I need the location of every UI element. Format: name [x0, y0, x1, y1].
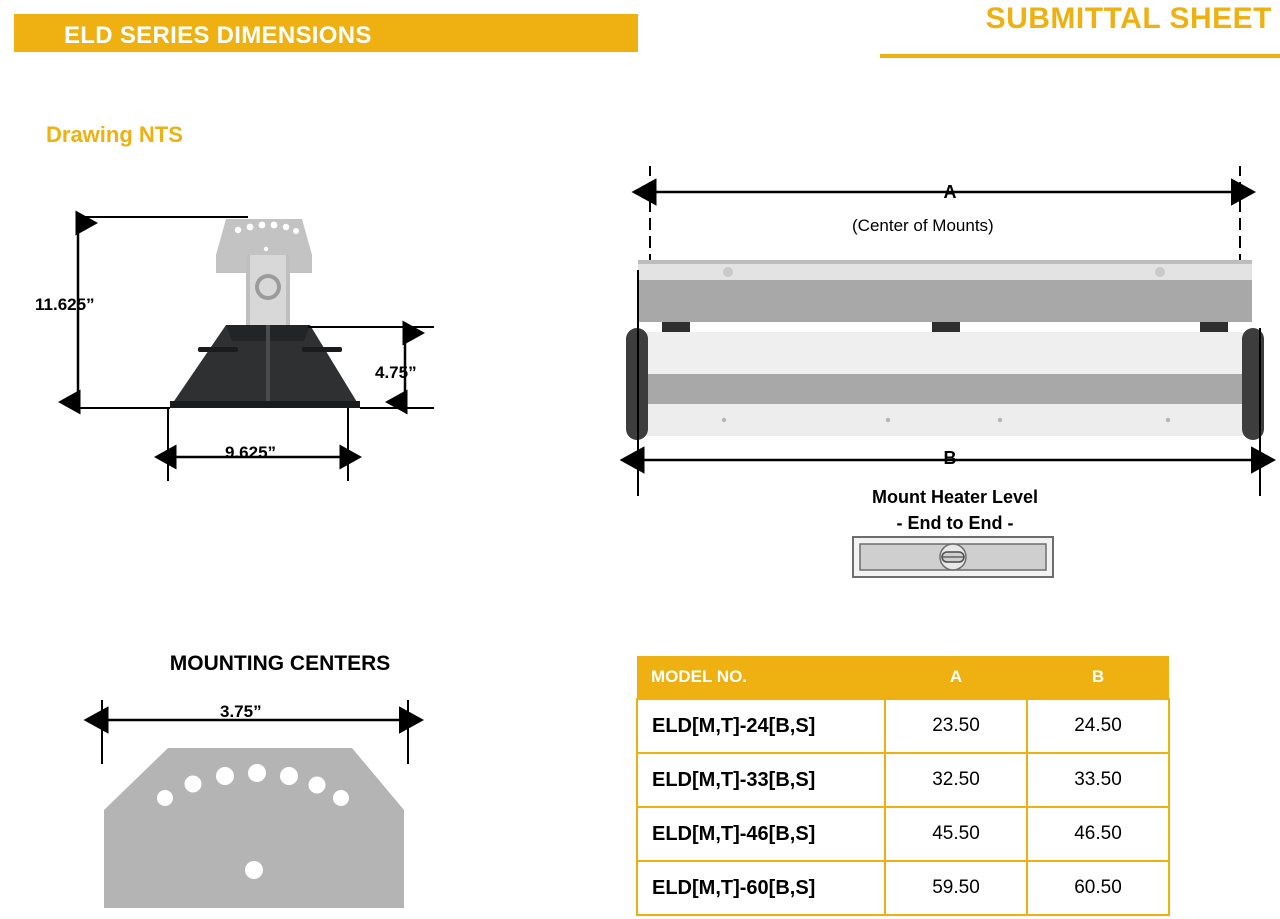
page-header	[0, 2, 1280, 52]
dimension-a-label: A	[943, 182, 957, 202]
cell-model: ELD[M,T]-24[B,S]	[637, 699, 885, 753]
cell-a: 23.50	[885, 699, 1027, 753]
table-header-row	[637, 656, 1169, 699]
cell-a: 59.50	[885, 861, 1027, 915]
table-row	[637, 861, 1169, 915]
mount-level-line2: - End to End -	[896, 513, 1014, 534]
column-header-b: B	[1027, 656, 1169, 699]
cell-model: ELD[M,T]-33[B,S]	[637, 753, 885, 807]
side-base-width-dimension: 9.625”	[225, 443, 277, 462]
mount-level-line1: Mount Heater Level	[871, 487, 1039, 507]
cell-model: ELD[M,T]-60[B,S]	[637, 861, 885, 915]
level-tool-icon	[852, 536, 1054, 578]
dimension-b-label: B	[943, 448, 957, 468]
cell-a: 32.50	[885, 753, 1027, 807]
mounting-centers-drawing	[60, 688, 460, 913]
side-height-dimension: 11.625”	[35, 295, 95, 314]
drawing-nts-label: Drawing NTS	[46, 122, 183, 147]
model-dimensions-table	[636, 656, 1170, 916]
submittal-sheet-title: SUBMITTAL SHEET	[985, 2, 1272, 35]
mounting-width-dimension: 3.75”	[220, 702, 262, 721]
table-row	[637, 753, 1169, 807]
cell-b: 33.50	[1027, 753, 1169, 807]
side-view-drawing	[30, 195, 490, 505]
side-base-height-dimension: 4.75”	[375, 363, 417, 382]
mounting-centers-title: MOUNTING CENTERS	[169, 652, 391, 675]
cell-model: ELD[M,T]-46[B,S]	[637, 807, 885, 861]
header-accent-rule	[880, 54, 1280, 58]
column-header-model: MODEL NO.	[637, 656, 885, 699]
dimension-a-sublabel: (Center of Mounts)	[852, 216, 994, 235]
cell-b: 60.50	[1027, 861, 1169, 915]
cell-b: 46.50	[1027, 807, 1169, 861]
table-row	[637, 699, 1169, 753]
table-row	[637, 807, 1169, 861]
page-title: ELD SERIES DIMENSIONS	[64, 22, 372, 49]
header-right-band	[880, 2, 1280, 52]
cell-a: 45.50	[885, 807, 1027, 861]
cell-b: 24.50	[1027, 699, 1169, 753]
mount-level-caption	[760, 484, 1150, 536]
header-left-band	[14, 14, 638, 52]
front-view-drawing	[620, 160, 1280, 500]
column-header-a: A	[885, 656, 1027, 699]
